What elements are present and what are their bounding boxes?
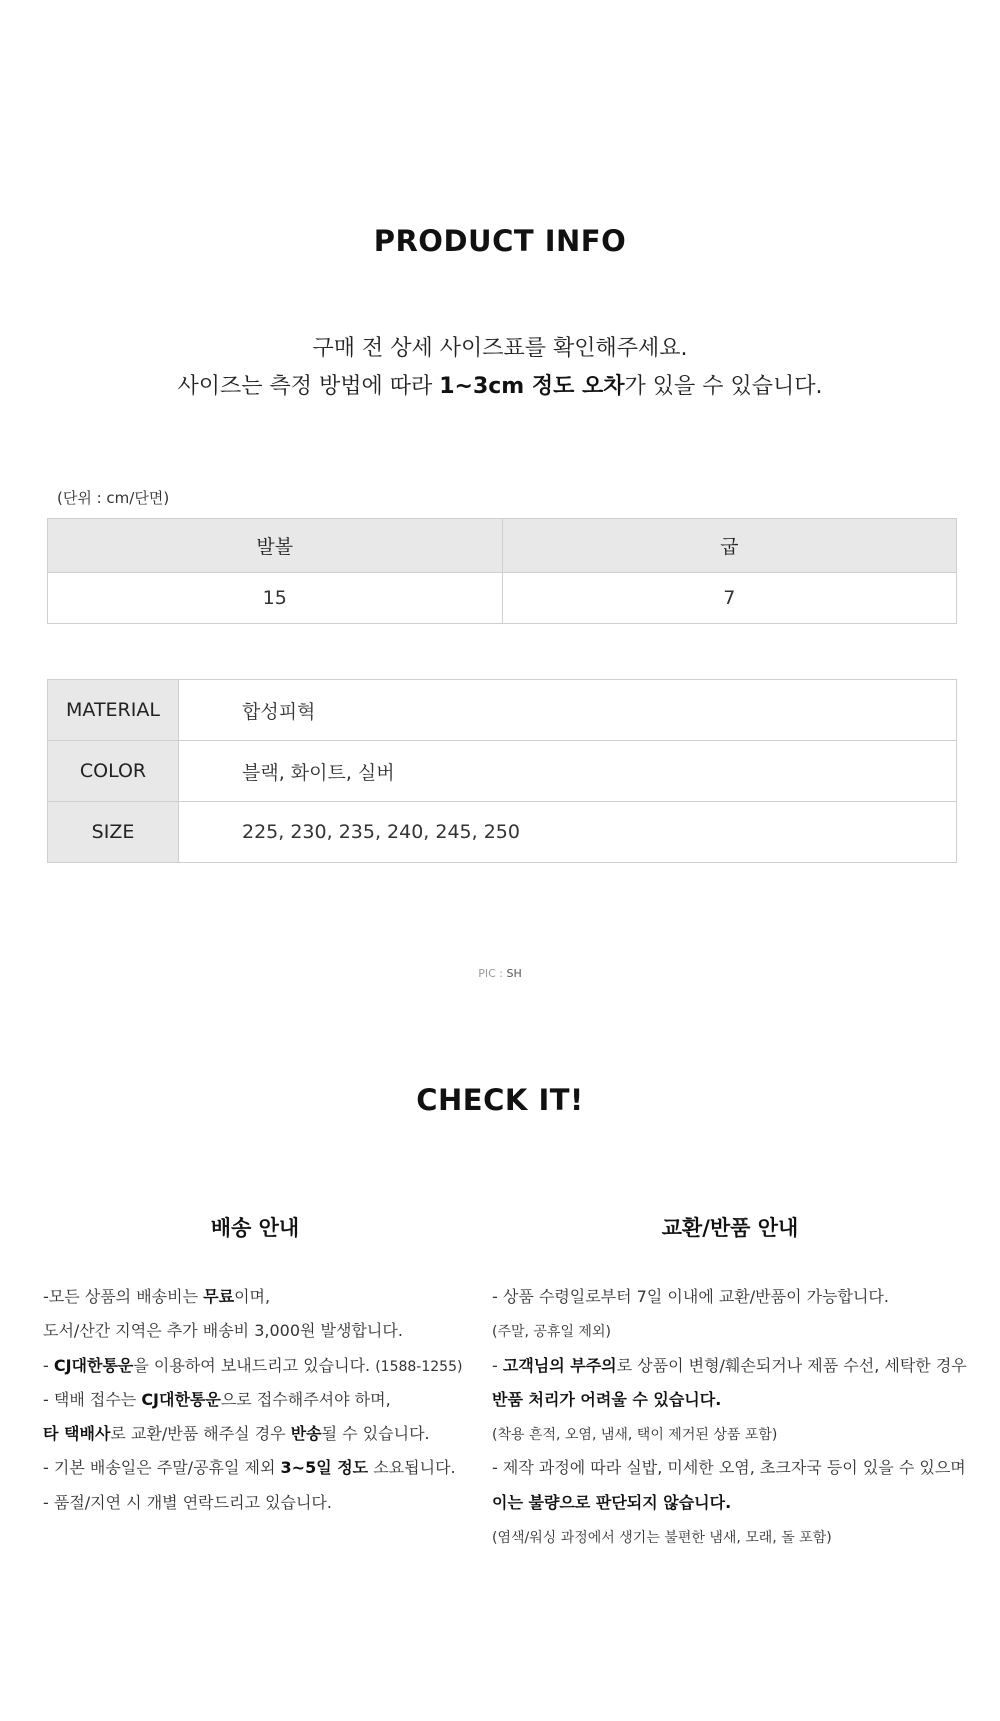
shipping-heading: 배송 안내 xyxy=(210,1216,300,1240)
returns-notes xyxy=(492,1280,967,1554)
note-text: (주말, 공휴일 제외) xyxy=(492,1324,611,1341)
spec-row-size xyxy=(48,802,957,863)
list-item xyxy=(492,1520,967,1554)
list-item xyxy=(492,1383,967,1417)
product-spec-table xyxy=(47,679,957,863)
size-header-width: 발볼 xyxy=(48,519,503,573)
list-item xyxy=(43,1280,462,1314)
note-text: (착용 흔적, 오염, 냄새, 택이 제거된 상품 포함) xyxy=(492,1427,778,1444)
list-item xyxy=(43,1486,462,1520)
emphasis-text: 고객님의 부주의 xyxy=(502,1355,617,1375)
note-text: 이며, xyxy=(234,1287,271,1306)
size-table-value-row xyxy=(48,573,957,624)
note-text: - 제작 과정에 따라 실밥, 미세한 오염, 초크자국 등이 있을 수 있으며 xyxy=(492,1458,966,1478)
emphasis-text: 무료 xyxy=(203,1287,235,1306)
returns-heading: 교환/반품 안내 xyxy=(661,1216,799,1240)
list-item xyxy=(43,1451,462,1485)
note-text: 으로 접수해주셔야 하며, xyxy=(220,1389,391,1409)
unit-note: (단위 : cm/단면) xyxy=(57,489,170,507)
list-item xyxy=(492,1451,967,1485)
spec-value: 225, 230, 235, 240, 245, 250 xyxy=(179,802,957,863)
note-text: - xyxy=(492,1355,503,1375)
list-item xyxy=(43,1349,462,1383)
note-text: - 상품 수령일로부터 7일 이내에 교환/반품이 가능합니다. xyxy=(492,1287,889,1306)
spec-label: COLOR xyxy=(48,741,179,802)
note-text: 도서/산간 지역은 추가 배송비 3,000원 발생합니다. xyxy=(43,1321,403,1341)
note-text: 소요됩니다. xyxy=(368,1458,456,1478)
emphasis-text: 반송 xyxy=(290,1424,322,1444)
note-text: -모든 상품의 배송비는 xyxy=(43,1287,204,1306)
list-item xyxy=(43,1314,462,1348)
size-table xyxy=(47,518,957,624)
list-item xyxy=(43,1383,462,1417)
emphasis-text: CJ대한통운 xyxy=(53,1355,134,1375)
size-header-heel: 굽 xyxy=(502,519,957,573)
size-notice-text: 사이즈는 측정 방법에 따라 xyxy=(177,374,440,399)
list-item xyxy=(492,1314,967,1348)
spec-value: 블랙, 화이트, 실버 xyxy=(179,741,957,802)
note-text: - 품절/지연 시 개별 연락드리고 있습니다. xyxy=(43,1492,332,1512)
size-notice xyxy=(0,330,1000,406)
note-text: - xyxy=(43,1355,54,1375)
note-text: 을 이용하여 보내드리고 있습니다. xyxy=(133,1355,376,1375)
list-item xyxy=(43,1417,462,1451)
spec-label: SIZE xyxy=(48,802,179,863)
note-text: (염색/워싱 과정에서 생기는 불편한 냄새, 모래, 돌 포함) xyxy=(492,1530,832,1547)
note-text: - 기본 배송일은 주말/공휴일 제외 xyxy=(43,1458,281,1478)
size-value-width: 15 xyxy=(48,573,503,624)
list-item xyxy=(492,1280,967,1314)
note-text: 로 상품이 변형/훼손되거나 제품 수선, 세탁한 경우 xyxy=(616,1355,967,1375)
emphasis-text: 반품 처리가 어려울 수 있습니다. xyxy=(492,1389,722,1409)
list-item xyxy=(492,1349,967,1383)
size-notice-line-2 xyxy=(0,368,1000,406)
note-text: - 택배 접수는 xyxy=(43,1389,142,1409)
size-notice-emphasis: 1~3cm 정도 오차 xyxy=(439,374,625,399)
note-text: (1588-1255) xyxy=(375,1358,463,1375)
list-item xyxy=(492,1486,967,1520)
emphasis-text: 이는 불량으로 판단되지 않습니다. xyxy=(492,1492,732,1512)
photo-credit xyxy=(0,967,1000,980)
emphasis-text: CJ대한통운 xyxy=(141,1389,221,1409)
note-text: 로 교환/반품 해주실 경우 xyxy=(110,1424,291,1444)
spec-row-color xyxy=(48,741,957,802)
photo-credit-name: SH xyxy=(506,967,522,980)
spec-row-material xyxy=(48,680,957,741)
note-text: 될 수 있습니다. xyxy=(321,1424,430,1444)
emphasis-text: 3~5일 정도 xyxy=(280,1458,369,1478)
check-it-title: CHECK IT! xyxy=(416,1083,584,1117)
spec-label: MATERIAL xyxy=(48,680,179,741)
spec-value: 합성피혁 xyxy=(179,680,957,741)
photo-credit-label: PIC : xyxy=(478,967,507,980)
size-notice-line-1: 구매 전 상세 사이즈표를 확인해주세요. xyxy=(312,336,688,361)
shipping-notes xyxy=(43,1280,462,1520)
size-table-header-row xyxy=(48,519,957,573)
emphasis-text: 타 택배사 xyxy=(43,1424,111,1444)
list-item xyxy=(492,1417,967,1451)
product-info-title: PRODUCT INFO xyxy=(373,224,627,258)
size-value-heel: 7 xyxy=(502,573,957,624)
size-notice-text: 가 있을 수 있습니다. xyxy=(624,374,823,399)
